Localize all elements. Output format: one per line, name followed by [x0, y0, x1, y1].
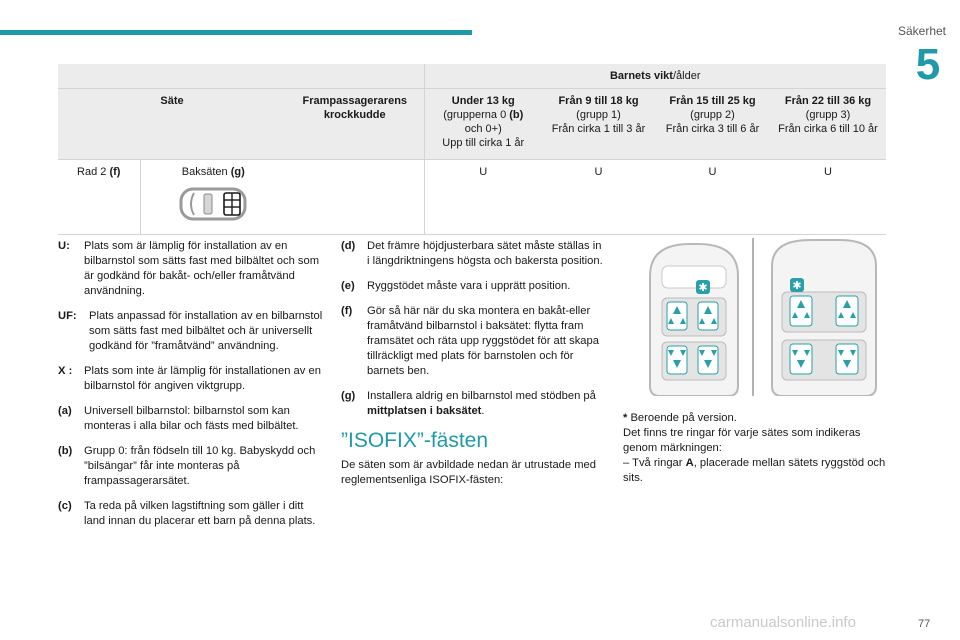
legend-item: UF: Plats anpassad för installation av en bilbarnstol som sätts fast med bilbältet och är universellt godkänd för ”framåtvänd” användning.: [58, 310, 323, 352]
group-header: Under 13 kg (grupperna 0 (b) och 0+) Upp till cirka 1 år: [424, 89, 542, 160]
legend-item: (b) Grupp 0: från födseln till 10 kg. Babyskydd och ”bilsängar” får inte monteras på frampassagerarsätet.: [58, 445, 316, 487]
car-outline-icon: [772, 240, 876, 396]
legend-item: U: Plats som är lämplig för installation av en bilbarnstol som sätts fast med bilbältet och som är godkänd för bakåt- och/eller framåtvänd användning.: [58, 240, 320, 297]
table-cell: U: [655, 160, 770, 235]
child-seat-table: [58, 64, 886, 235]
isofix-symbol-icon: [790, 278, 804, 292]
isofix-symbol-icon: [696, 280, 710, 294]
legend-left: [58, 239, 324, 539]
legend-item: X : Plats som inte är lämplig för installationen av en bilbarnstol för angiven viktgrupp.: [58, 365, 321, 392]
version-note: * Beroende på version. Det finns tre ringar för varje sätes som indikeras genom märkningen: – Två ringar A, placerade mellan sätets ryggstöd och sits.: [623, 412, 886, 484]
seat-cell: Baksäten (g): [140, 160, 286, 235]
legend-middle: [341, 239, 603, 488]
isofix-heading: ”ISOFIX”-fästen: [341, 429, 489, 452]
table-header-empty: [58, 64, 424, 89]
legend-item: (a) Universell bilbarnstol: bilbarnstol som kan monteras i alla bilar och fästs med bilbältet.: [58, 405, 299, 432]
isofix-text: De säten som är avbildade nedan är utrustade med reglementsenliga ISOFIX-fästen:: [341, 459, 596, 486]
group-header: Från 9 till 18 kg (grupp 1) Från cirka 1 till 3 år: [542, 89, 655, 160]
legend-item: (c) Ta reda på vilken lagstiftning som gäller i ditt land innan du placerar ett barn på denna plats.: [58, 500, 316, 527]
section-title: Säkerhet: [897, 24, 946, 38]
page-number: 77: [918, 618, 931, 630]
legend-item: (g) Installera aldrig en bilbarnstol med stödben på mittplatsen i baksätet.: [341, 390, 596, 417]
car-outline-icon: [650, 244, 738, 396]
seat-column-header: Säte: [58, 89, 286, 160]
group-header: Från 15 till 25 kg (grupp 2) Från cirka 3 till 6 år: [655, 89, 770, 160]
weight-header: Barnets vikt/ålder: [424, 64, 886, 89]
legend-item: (e) Ryggstödet måste vara i upprätt position.: [341, 280, 571, 292]
chapter-number: 5: [896, 40, 960, 90]
group-header: Från 22 till 36 kg (grupp 3) Från cirka 6 till 10 år: [770, 89, 886, 160]
row-label: Rad 2 (f): [58, 160, 140, 235]
svg-text:✱: ✱: [792, 279, 802, 292]
svg-text:✱: ✱: [698, 281, 708, 294]
airbag-cell: [286, 160, 424, 235]
airbag-column-header: Frampassagerarens krockkudde: [286, 89, 424, 160]
legend-item: (d) Det främre höjdjusterbara sätet måste ställas in i längdriktningens högsta och bakersta position.: [341, 240, 603, 267]
table-cell: U: [770, 160, 886, 235]
watermark: carmanualsonline.info: [710, 614, 856, 631]
header-accent-bar: [0, 30, 472, 35]
table-cell: U: [542, 160, 655, 235]
legend-item: (f) Gör så här när du ska montera en bakåt-eller framåtvänd bilbarnstol i baksätet: flytta fram framsätet och räta upp ryggstödet för att skapa tillräckligt med plats för barnstolen och för barnets ben.: [341, 305, 599, 377]
car-rear-seat-icon: [178, 183, 248, 225]
table-cell: U: [424, 160, 542, 235]
isofix-car-diagram: [640, 236, 885, 396]
